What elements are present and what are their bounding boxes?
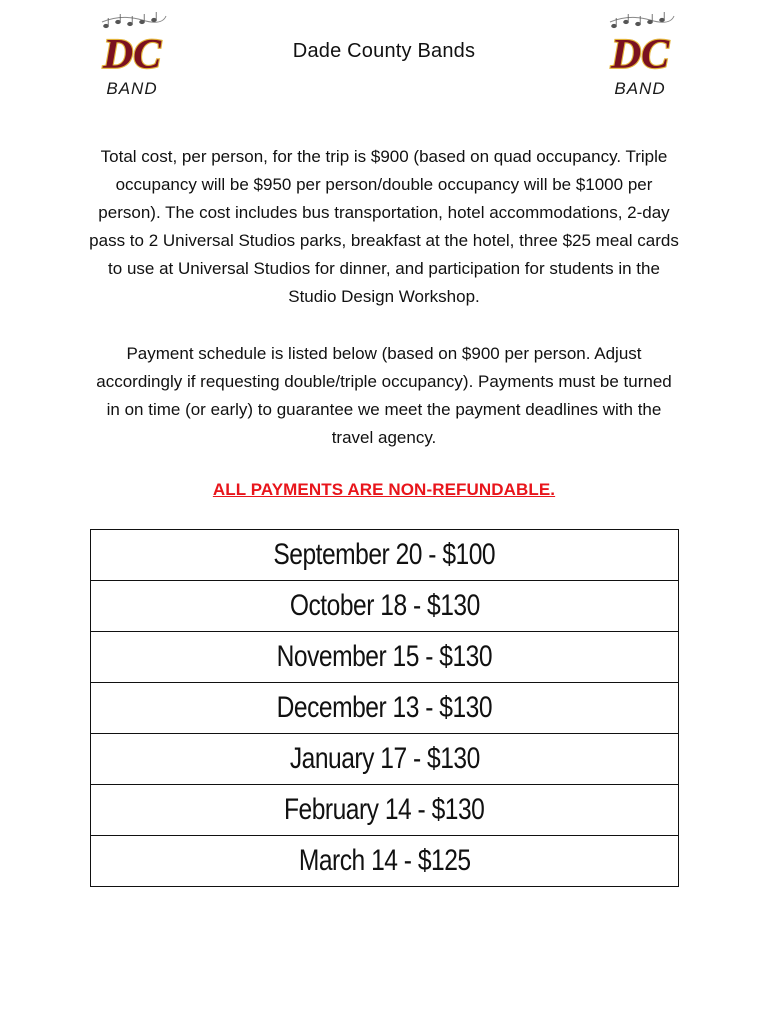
logo-word: BAND (614, 79, 666, 98)
table-row (91, 785, 679, 836)
schedule-cell (91, 632, 679, 683)
logo-initials: DC (610, 32, 670, 78)
payment-date-amount: October 18 - $130 (289, 589, 480, 622)
music-notes-icon (102, 12, 166, 28)
payment-schedule-paragraph: Payment schedule is listed below (based on $900 per person. Adjust accordingly if requesting double/triple occupancy). Payments must be turned in on time (or early) to guarantee we meet the payment deadlines with the travel agency. (96, 344, 672, 447)
payment-date-amount: December 13 - $130 (276, 691, 493, 724)
non-refundable-warning: ALL PAYMENTS ARE NON-REFUNDABLE. (212, 480, 556, 499)
table-row (91, 581, 679, 632)
payment-date-amount: September 20 - $100 (273, 538, 496, 571)
payment-date-amount: January 17 - $130 (289, 742, 480, 775)
table-row (91, 632, 679, 683)
dc-band-logo-right (600, 10, 682, 100)
schedule-cell (91, 683, 679, 734)
logo-initials: DC (102, 32, 162, 78)
dc-band-logo-graphic (600, 10, 682, 100)
trip-cost-paragraph: Total cost, per person, for the trip is $900 (based on quad occupancy. Triple occupancy will be $950 per person/double occupancy will be $1000 per person). The cost includes bus transportation, hotel accommodations, 2-day pass to 2 Universal Studios parks, breakfast at the hotel, three $25 meal cards to use at Universal Studios for dinner, and participation for students in the Studio Design Workshop. (89, 147, 679, 306)
payment-schedule-table (90, 529, 679, 887)
page-title: Dade County Bands (292, 40, 476, 62)
payment-date-amount: November 15 - $130 (276, 640, 493, 673)
logo-word: BAND (106, 79, 158, 98)
schedule-cell (91, 734, 679, 785)
music-notes-icon (610, 12, 674, 28)
table-row (91, 734, 679, 785)
table-row (91, 836, 679, 887)
schedule-cell (91, 530, 679, 581)
payment-date-amount: February 14 - $130 (284, 793, 485, 826)
table-row (91, 683, 679, 734)
table-row (91, 530, 679, 581)
schedule-cell (91, 581, 679, 632)
payment-date-amount: March 14 - $125 (298, 844, 471, 877)
schedule-cell (91, 836, 679, 887)
schedule-cell (91, 785, 679, 836)
